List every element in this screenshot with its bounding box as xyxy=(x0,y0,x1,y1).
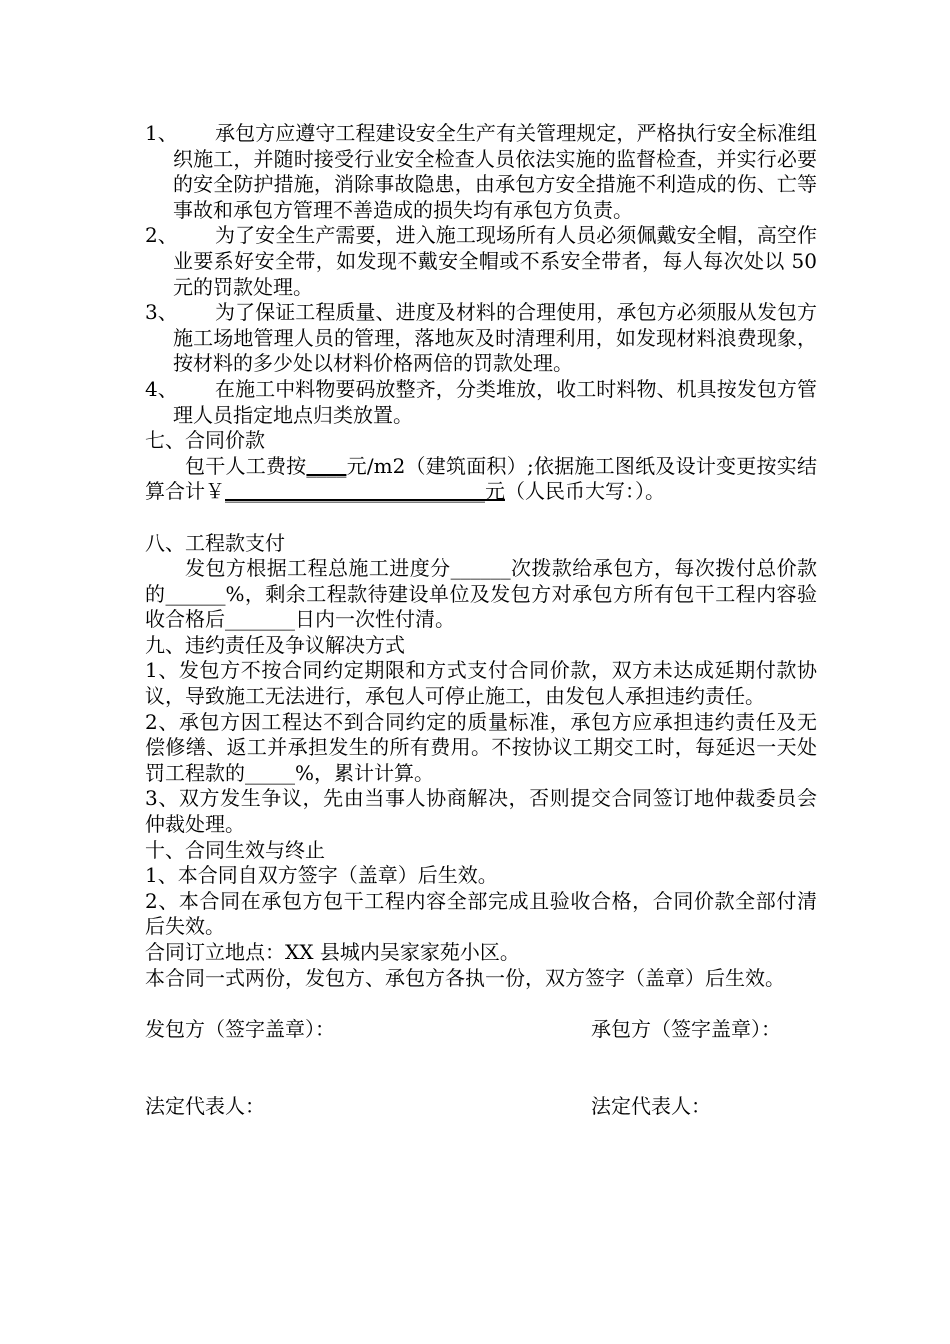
section-heading: 七、合同价款 xyxy=(145,428,265,453)
percent-blank[interactable]: ______ xyxy=(165,581,226,606)
unit-price-blank[interactable]: ____ xyxy=(306,453,347,478)
list-number: 4、 xyxy=(145,376,178,401)
price-text: （人民币大写： xyxy=(505,479,635,504)
price-text: ）。 xyxy=(635,479,665,504)
total-price-blank[interactable]: __________________________ xyxy=(225,479,485,504)
penalty-percent-blank[interactable]: _____ xyxy=(245,760,295,785)
party-a-signature: 发包方（签字盖章）： xyxy=(145,1016,335,1041)
list-text: 承包方应遵守工程建设安全生产有关管理规定，严格执行安全标准组织施工，并随时接受行业安全检查人员依法实施的监督检查，并实行必要的安全防护措施，消除事故隐患，由承包方安全措施不利造成的伤、亡等事故和承包方管理不善造成的损失均有承包方负责。 xyxy=(173,121,817,222)
price-text: 包干人工费按 xyxy=(185,453,307,478)
list-item xyxy=(145,121,817,223)
payment-paragraph xyxy=(145,556,817,633)
list-text: 在施工中料物要码放整齐，分类堆放，收工时料物、机具按发包方管理人员指定地点归类放置。 xyxy=(173,376,817,427)
list-number: 1、 xyxy=(145,121,178,145)
list-item xyxy=(145,223,817,300)
contract-body xyxy=(145,121,817,1119)
liability-clause: 1、发包方不按合同约定期限和方式支付合同价款，双方未达成延期付款协议，导致施工无法进行，承包人可停止施工，由发包人承担违约责任。 xyxy=(145,658,817,709)
section-heading: 九、违约责任及争议解决方式 xyxy=(145,632,405,657)
price-unit: 元 xyxy=(485,479,505,504)
liability-clause xyxy=(145,710,817,787)
effect-clause: 1、本合同自双方签字（盖章）后生效。 xyxy=(145,863,498,888)
installments-blank[interactable]: ______ xyxy=(450,556,511,581)
payment-text: %，剩余工程款待建设单位及发包方对承包方所有包干工程内容验收合格后 xyxy=(145,581,817,632)
payment-text: 发包方根据工程总施工进度分 xyxy=(185,556,451,581)
copies-clause: 本合同一式两份，发包方、承包方各执一份，双方签字（盖章）后生效。 xyxy=(145,965,785,990)
party-b-representative: 法定代表人： xyxy=(591,1093,711,1118)
liability-text: %，累计计算。 xyxy=(295,760,435,785)
contract-location: 合同订立地点：XX 县城内吴家家苑小区。 xyxy=(145,940,520,964)
list-number: 2、 xyxy=(145,223,178,248)
list-text: 为了保证工程质量、进度及材料的合理使用，承包方必须服从发包方施工场地管理人员的管理，落地灰及时清理利用，如发现材料浪费现象，按材料的多少处以材料价格两倍的罚款处理。 xyxy=(173,300,817,376)
price-text: 元/m2（建筑面积）;依据施工图纸及设计变更按实结算合计￥ xyxy=(145,453,818,504)
effect-clause: 2、本合同在承包方包干工程内容全部完成且验收合格，合同价款全部付清后失效。 xyxy=(145,888,817,939)
list-number: 3、 xyxy=(145,300,178,325)
liability-text: 2、承包方因工程达不到合同约定的质量标准，承包方应承担违约责任及无偿修缮、返工并承担发生的所有费用。不按协议工期交工时，每延迟一天处罚工程款的 xyxy=(145,709,817,785)
liability-clause: 3、双方发生争议，先由当事人协商解决，否则提交合同签订地仲裁委员会仲裁处理。 xyxy=(145,786,817,837)
payment-text: 次拨款给承包方，每次拨付总价款的 xyxy=(145,556,818,606)
price-paragraph xyxy=(145,454,817,505)
list-item xyxy=(145,300,817,377)
list-item xyxy=(145,377,817,428)
section-heading: 十、合同生效与终止 xyxy=(145,837,325,862)
days-blank[interactable]: _______ xyxy=(225,607,295,632)
party-b-signature: 承包方（签字盖章）： xyxy=(591,1016,781,1041)
party-a-representative: 法定代表人： xyxy=(145,1093,265,1118)
list-text: 为了安全生产需要，进入施工现场所有人员必须佩戴安全帽，高空作业要系好安全带，如发现不戴安全帽或不系安全带者，每人每次处以 50 元的罚款处理。 xyxy=(173,223,817,299)
payment-text: 日内一次性付清。 xyxy=(295,607,455,632)
representative-row xyxy=(145,1094,817,1120)
section-heading: 八、工程款支付 xyxy=(145,530,285,555)
signature-row xyxy=(145,1017,817,1043)
